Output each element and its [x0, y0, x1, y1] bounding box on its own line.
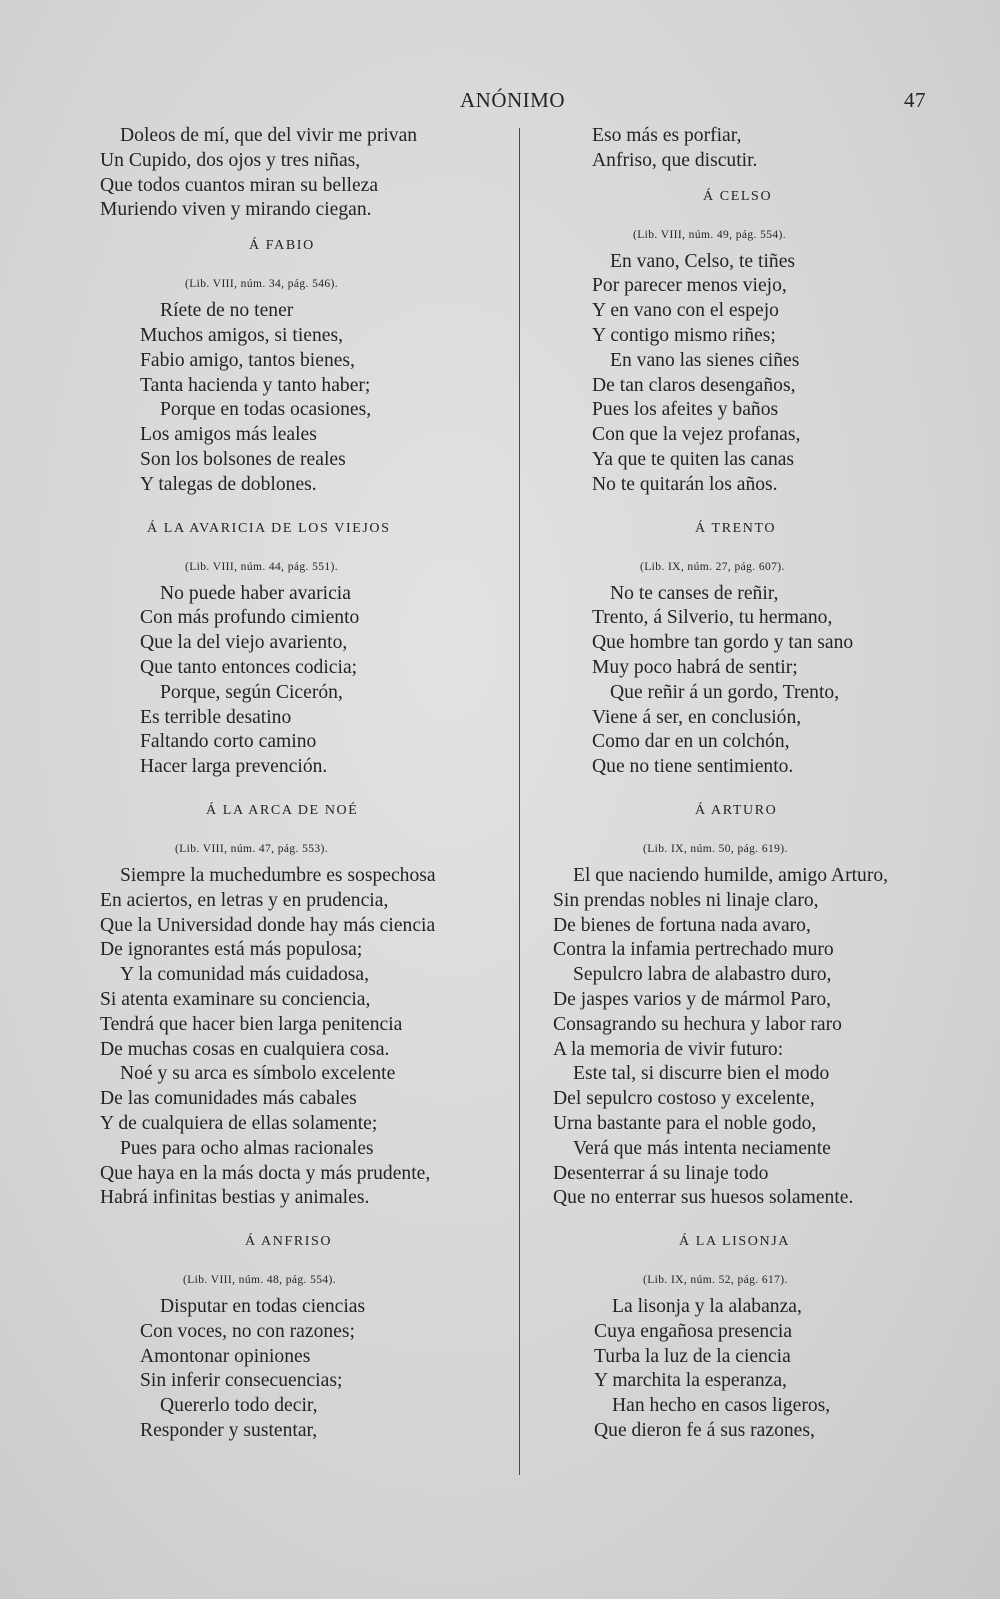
verse-line: Porque, según Cicerón,	[160, 681, 343, 703]
verse-line: Amontonar opiniones	[140, 1345, 311, 1367]
verse-line: Que no enterrar sus huesos solamente.	[553, 1187, 854, 1209]
verse-line: Sepulcro labra de alabastro duro,	[573, 964, 832, 986]
poem-reference: (Lib. VIII, núm. 34, pág. 546).	[185, 278, 339, 291]
poem-avaricia	[100, 506, 505, 780]
verse-line: Que dieron fe á sus razones,	[594, 1420, 815, 1442]
verse-line: Es terrible desatino	[140, 706, 292, 728]
verse-line: Son los bolsones de reales	[140, 448, 346, 470]
verse-line: Ríete de no tener	[160, 300, 294, 322]
verse-line: Ya que te quiten las canas	[592, 448, 795, 470]
poem-trento	[540, 506, 960, 780]
continued-poem	[540, 124, 960, 174]
verse-line: Que todos cuantos miran su belleza	[100, 174, 379, 196]
verse-line: Faltando corto camino	[140, 731, 317, 753]
poem-anfriso	[100, 1219, 505, 1444]
verse-line: De las comunidades más cabales	[100, 1088, 357, 1110]
verse-line: Consagrando su hechura y labor raro	[553, 1013, 842, 1035]
verse-line: El que naciendo humilde, amigo Arturo,	[573, 864, 889, 886]
poem-title: Á LA AVARICIA DE LOS VIEJOS	[147, 520, 391, 536]
verse-line: Urna bastante para el noble godo,	[553, 1112, 817, 1134]
verse-line: Y talegas de doblones.	[140, 473, 317, 495]
verse-line: Que haya en la más docta y más prudente,	[100, 1162, 431, 1184]
verse-line: Muriendo viven y mirando ciegan.	[100, 199, 372, 221]
poem-title: Á LA LISONJA	[679, 1234, 790, 1250]
verse-line: De tan claros desengaños,	[592, 374, 796, 396]
poem-title: Á FABIO	[249, 238, 315, 254]
verse-line: Eso más es porfiar,	[592, 125, 742, 146]
verse-line: Trento, á Silverio, tu hermano,	[592, 607, 833, 629]
verse-line: Desenterrar á su linaje todo	[553, 1162, 769, 1184]
verse-line: Tanta hacienda y tanto haber;	[140, 374, 371, 396]
verse-line: Han hecho en casos ligeros,	[612, 1395, 831, 1417]
verse-line: Con voces, no con razones;	[140, 1320, 355, 1342]
poem-reference: (Lib. VIII, núm. 44, pág. 551).	[185, 560, 339, 573]
verse-line: Como dar en un colchón,	[592, 731, 790, 753]
poem-arturo	[540, 788, 960, 1211]
verse-line: Con más profundo cimiento	[140, 607, 360, 629]
poem-reference: (Lib. VIII, núm. 48, pág. 554).	[183, 1274, 337, 1287]
poem-arca-de-noe	[100, 788, 505, 1211]
verse-line: Sin prendas nobles ni linaje claro,	[553, 889, 819, 911]
verse-line: Disputar en todas ciencias	[160, 1296, 366, 1318]
verse-line: Responder y sustentar,	[140, 1420, 318, 1442]
verse-line: Que no tiene sentimiento.	[592, 756, 794, 778]
verse-line: No te quitarán los años.	[592, 473, 778, 495]
verse-line: De bienes de fortuna nada avaro,	[553, 914, 811, 936]
verse-line: De ignorantes está más populosa;	[100, 939, 363, 961]
verse-line: Con que la vejez profanas,	[592, 424, 801, 446]
verse-line: Y de cualquiera de ellas solamente;	[100, 1112, 378, 1134]
verse-line: Porque en todas ocasiones,	[160, 399, 372, 421]
verse-line: Contra la infamia pertrechado muro	[553, 939, 834, 961]
running-head	[0, 88, 1000, 118]
verse-line: Muy poco habrá de sentir;	[592, 656, 798, 678]
verse-line: Siempre la muchedumbre es sospechosa	[120, 864, 436, 886]
verse-line: De jaspes varios y de mármol Paro,	[553, 988, 832, 1010]
verse-line: Tendrá que hacer bien larga penitencia	[100, 1013, 403, 1035]
poem-title: Á LA ARCA DE NOÉ	[206, 802, 359, 818]
poem-reference: (Lib. IX, núm. 50, pág. 619).	[643, 842, 788, 855]
verse-line: Los amigos más leales	[140, 424, 317, 446]
column-divider	[519, 128, 520, 1475]
verse-line: Que reñir á un gordo, Trento,	[610, 681, 840, 703]
verse-line: Este tal, si discurre bien el modo	[573, 1063, 830, 1085]
poem-fabio	[100, 223, 505, 497]
verse-line: De muchas cosas en cualquiera cosa.	[100, 1038, 390, 1060]
verse-line: Y marchita la esperanza,	[594, 1370, 787, 1392]
verse-line: Viene á ser, en conclusión,	[592, 706, 802, 728]
verse-line: Habrá infinitas bestias y animales.	[100, 1187, 370, 1209]
poem-reference: (Lib. IX, núm. 52, pág. 617).	[643, 1274, 788, 1287]
verse-line: Verá que más intenta neciamente	[573, 1137, 831, 1159]
verse-line: En aciertos, en letras y en prudencia,	[100, 889, 389, 911]
verse-line: Por parecer menos viejo,	[592, 275, 787, 297]
verse-line: En vano, Celso, te tiñes	[610, 250, 796, 272]
verse-line: La lisonja y la alabanza,	[612, 1296, 802, 1318]
verse-line: Que hombre tan gordo y tan sano	[592, 632, 854, 654]
right-column	[540, 124, 960, 1444]
verse-line: En vano las sienes ciñes	[610, 349, 800, 371]
poem-reference: (Lib. VIII, núm. 49, pág. 554).	[633, 228, 787, 241]
continued-poem	[100, 124, 505, 223]
left-column	[100, 124, 505, 1444]
verse-line: Fabio amigo, tantos bienes,	[140, 349, 355, 371]
verse-line: Hacer larga prevención.	[140, 756, 328, 778]
poem-celso	[540, 174, 960, 498]
verse-line: Un Cupido, dos ojos y tres niñas,	[100, 149, 361, 171]
verse-line: Que la Universidad donde hay más ciencia	[100, 914, 436, 936]
poem-title: Á TRENTO	[695, 520, 777, 536]
poem-reference: (Lib. IX, núm. 27, pág. 607).	[640, 560, 785, 573]
verse-line: Pues para ocho almas racionales	[120, 1137, 374, 1159]
verse-line: Cuya engañosa presencia	[594, 1320, 793, 1342]
poem-title: Á CELSO	[703, 188, 773, 204]
verse-line: Y en vano con el espejo	[592, 300, 779, 322]
verse-line: Que la del viejo avariento,	[140, 632, 348, 654]
verse-line: Doleos de mí, que del vivir me privan	[120, 125, 418, 146]
verse-line: Quererlo todo decir,	[160, 1395, 318, 1417]
verse-line: A la memoria de vivir futuro:	[553, 1038, 784, 1060]
running-title: ANÓNIMO	[460, 88, 565, 112]
verse-line: Anfriso, que discutir.	[592, 149, 758, 171]
verse-line: Sin inferir consecuencias;	[140, 1370, 343, 1392]
verse-line: Noé y su arca es símbolo excelente	[120, 1063, 396, 1085]
verse-line: Si atenta examinare su conciencia,	[100, 988, 371, 1010]
verse-line: No puede haber avaricia	[160, 582, 351, 604]
verse-line: Pues los afeites y baños	[592, 399, 779, 421]
verse-line: Y la comunidad más cuidadosa,	[120, 964, 370, 986]
verse-line: Turba la luz de la ciencia	[594, 1345, 791, 1367]
verse-line: No te canses de reñir,	[610, 582, 779, 604]
poem-lisonja	[540, 1219, 960, 1444]
poem-title: Á ANFRISO	[245, 1234, 333, 1250]
verse-line: Muchos amigos, si tienes,	[140, 324, 343, 346]
page-number: 47	[904, 88, 926, 112]
poem-title: Á ARTURO	[695, 802, 778, 818]
verse-line: Del sepulcro costoso y excelente,	[553, 1088, 815, 1110]
verse-line: Que tanto entonces codicia;	[140, 656, 358, 678]
poem-reference: (Lib. VIII, núm. 47, pág. 553).	[175, 842, 329, 855]
verse-line: Y contigo mismo riñes;	[592, 324, 776, 346]
